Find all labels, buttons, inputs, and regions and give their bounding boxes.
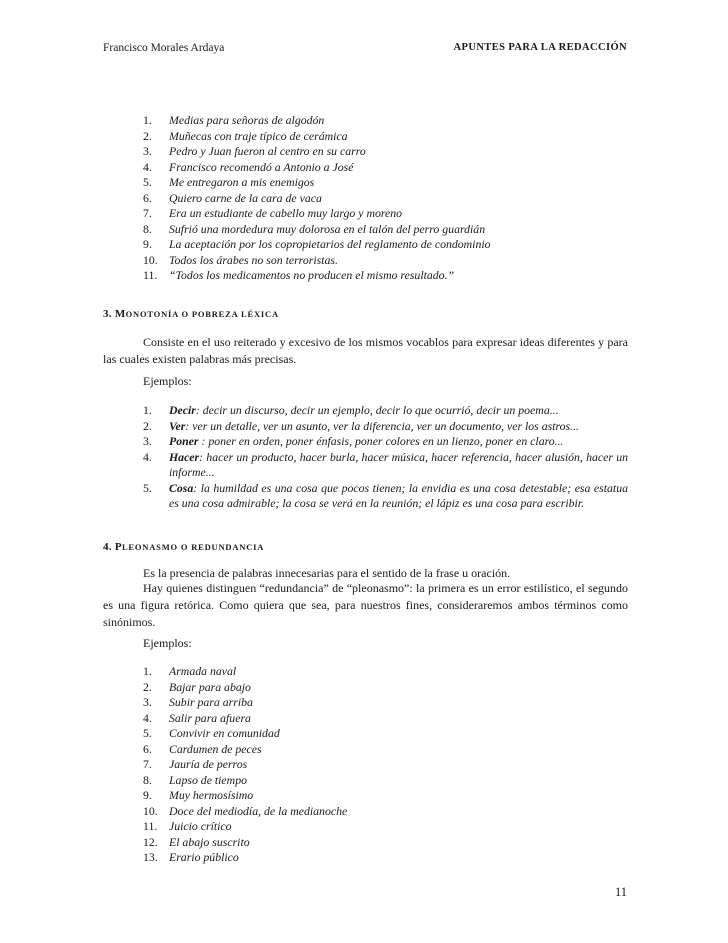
list-item: 9. La aceptación por los copropietarios del reglamento de condominio — [143, 237, 491, 251]
list-item: 12. El abajo suscrito — [143, 834, 250, 849]
ambiguity-examples-list — [103, 113, 628, 284]
section-3-examples-label: Ejemplos: — [143, 374, 192, 388]
list-item: 1. Decir: decir un discurso, decir un ejemplo, decir lo que ocurrió, decir un poema... — [143, 403, 559, 417]
list-item: 2. Bajar para abajo — [143, 679, 251, 694]
header-author: Francisco Morales Ardaya — [103, 42, 225, 54]
list-item: 1. Armada naval — [143, 664, 237, 678]
page-number: 11 — [614, 885, 627, 899]
list-item: 5. Cosa: la humildad es una cosa que pocos tienen; la envidia es una cosa detestable; esa estatua es una cosa admirable; la cosa se verá en la reunión; el lápiz es una cosa para escribir. — [143, 480, 628, 510]
list-item: 7. Jauría de perros — [143, 757, 248, 771]
list-item: 6. Quiero carne de la cara de vaca — [143, 190, 322, 205]
list-item: 9. Muy hermosísimo — [143, 788, 254, 802]
list-item: 10. Todos los árabes no son terroristas. — [143, 252, 338, 267]
list-item: 7. Era un estudiante de cabello muy largo y moreno — [143, 206, 403, 220]
list-item: 11. “Todos los medicamentos no producen el mismo resultado.” — [143, 268, 455, 282]
list-item: 4. Francisco recomendó a Antonio a José — [143, 159, 354, 174]
list-item: 3. Pedro y Juan fueron al centro en su carro — [143, 144, 366, 158]
list-item: 8. Sufrió una mordedura muy dolorosa en el talón del perro guardián — [143, 221, 486, 236]
section-4-paragraph-2: Hay quienes distinguen “redundancia” de “pleonasmo”: la primera es un error estilístico, el segundo es una figura retórica. Como quiera que sea, para nuestros fines, consideraremos ambos términos como sinónimos. — [103, 581, 628, 629]
list-item: 10. Doce del mediodía, de la medianoche — [143, 803, 348, 818]
list-item: 8. Lapso de tiempo — [143, 772, 247, 787]
section-4-paragraph-1: Es la presencia de palabras innecesarias para el sentido de la frase u oración. — [143, 566, 511, 580]
section-4-examples-list — [103, 664, 628, 866]
list-item: 2. Ver: ver un detalle, ver un asunto, ver la diferencia, ver un documento, ver los astros... — [143, 418, 579, 433]
list-item: 13. Erario público — [143, 850, 239, 864]
header-title: APUNTES PARA LA REDACCIÓN — [453, 42, 627, 53]
list-item: 5. Convivir en comunidad — [143, 726, 280, 740]
list-item: 11. Juicio crítico — [143, 819, 232, 833]
section-4-heading: 4. PLEONASMO O REDUNDANCIA — [103, 541, 265, 553]
list-item: 3. Poner : poner en orden, poner énfasis, poner colores en un lienzo, poner en claro... — [143, 434, 564, 448]
section-3-paragraph: Consiste en el uso reiterado y excesivo de los mismos vocablos para expresar ideas diferentes y para las cuales existen palabras más precisas. — [103, 335, 628, 366]
list-item: 6. Cardumen de peces — [143, 741, 262, 756]
list-item: 5. Me entregaron a mis enemigos — [143, 175, 315, 189]
section-3-heading: 3. MONOTONÍA O POBREZA LÉXICA — [103, 308, 279, 320]
list-item: 1. Medias para señoras de algodón — [143, 113, 325, 127]
list-item: 3. Subir para arriba — [143, 695, 253, 709]
list-item: 2. Muñecas con traje típico de cerámica — [143, 128, 348, 143]
section-3-examples-list — [103, 403, 628, 512]
list-item: 4. Salir para afuera — [143, 710, 251, 725]
list-item: 4. Hacer: hacer un producto, hacer burla, hacer música, hacer referencia, hacer alusión, hacer un informe... — [143, 449, 628, 479]
section-4-examples-label: Ejemplos: — [143, 636, 192, 650]
